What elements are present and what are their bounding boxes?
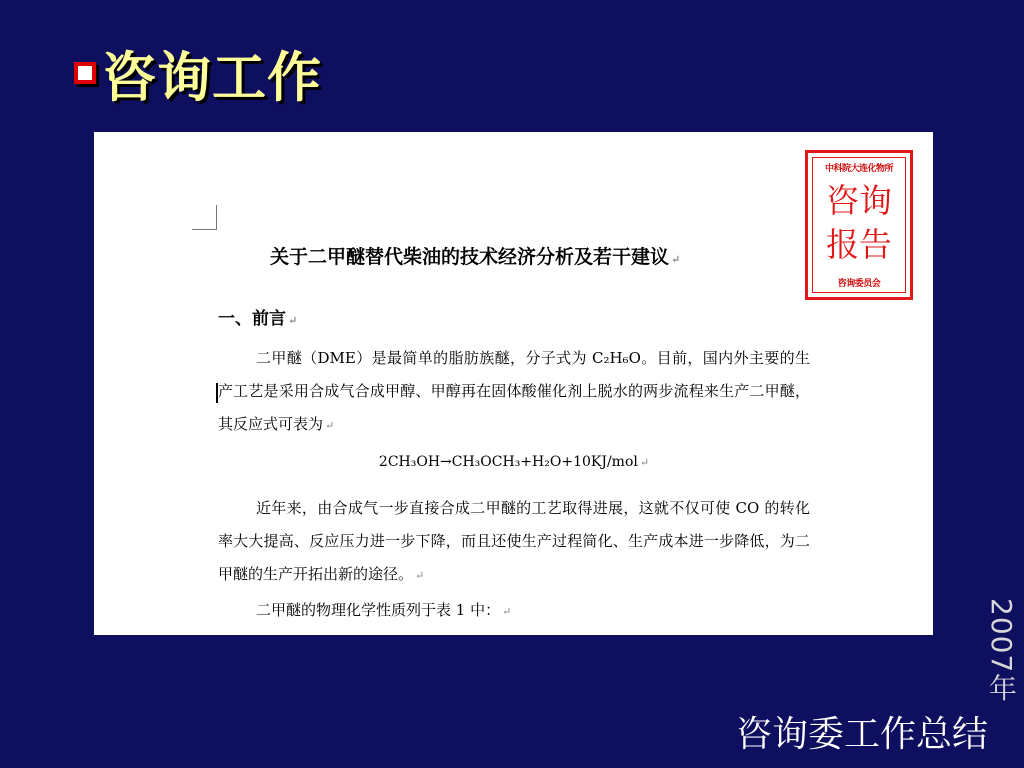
paragraph-mark-icon: ↵	[639, 456, 650, 469]
reaction-formula: 2CH₃OH→CH₃OCH₃+H₂O+10KJ/mol ↵	[378, 454, 650, 470]
stamp-top-text: 中科院大连化物所	[824, 164, 893, 174]
footer-title: 咨询委工作总结	[735, 714, 988, 755]
stamp-line-1: 咨询	[826, 181, 892, 220]
paragraph-mark-icon: ↵	[415, 569, 425, 582]
paragraph-2: 近年来，由合成气一步直接合成二甲醚的工艺取得进展，这就不仅可使 CO 的转化率大大提高、反应压力进一步下降，而且还使生产过程简化、生产成本进一步降低，为二甲醚的生产开拓出新的途径。 ↵	[218, 499, 810, 583]
slide-title	[74, 38, 322, 108]
slide-title-text: 咨询工作	[102, 45, 322, 109]
paragraph-mark-icon: ↵	[325, 419, 335, 432]
margin-corner-mark	[192, 205, 217, 230]
year-label: 2007年	[985, 598, 1018, 703]
paragraph-3: 二甲醚的物理化学性质列于表 1 中： ↵	[256, 601, 512, 619]
document-screenshot	[94, 132, 933, 635]
stamp-bottom-text: 咨询委员会	[837, 279, 881, 289]
paragraph-mark-icon: ↵	[671, 253, 681, 266]
text-cursor	[216, 383, 218, 403]
stamp-line-2: 报告	[826, 225, 892, 264]
report-stamp	[805, 150, 913, 300]
bullet-icon	[74, 62, 96, 84]
paragraph-mark-icon: ↵	[288, 314, 298, 327]
paragraph-1: 二甲醚（DME）是最简单的脂肪族醚，分子式为 C₂H₆O。目前，国内外主要的生产工艺是采用合成气合成甲醇、甲醇再在固体酸催化剂上脱水的两步流程来生产二甲醚，其反应式可表为 ↵	[218, 349, 810, 433]
section-title: 一、前言 ↵	[218, 309, 298, 329]
paragraph-mark-icon: ↵	[502, 605, 512, 618]
document-heading: 关于二甲醚替代柴油的技术经济分析及若干建议 ↵	[270, 246, 681, 268]
